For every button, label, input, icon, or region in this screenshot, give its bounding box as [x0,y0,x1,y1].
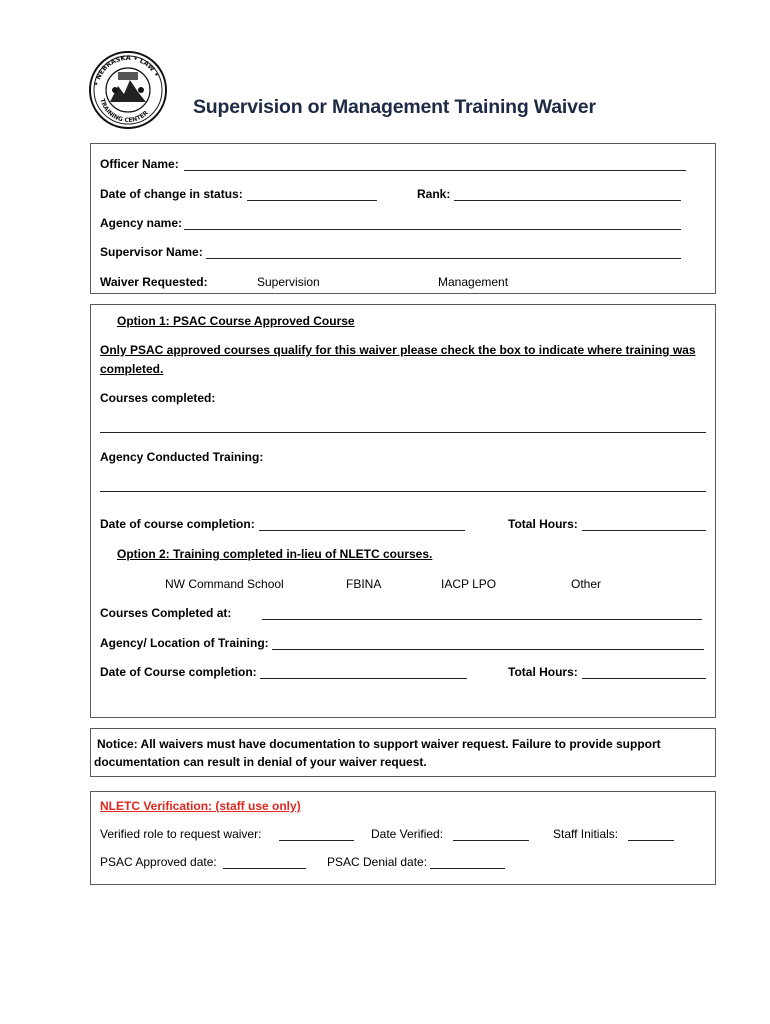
agency-location-field[interactable] [272,649,704,650]
rank-label: Rank: [417,187,451,201]
staff-initials-field[interactable] [628,840,674,841]
option1-total-hours-field[interactable] [582,530,706,531]
courses-completed-field[interactable] [100,432,706,433]
option1-total-hours-label: Total Hours: [508,517,578,531]
option2-total-hours-label: Total Hours: [508,665,578,679]
supervisor-name-field[interactable] [206,258,681,259]
psac-denial-field[interactable] [430,868,505,869]
option1-instruction-line2: completed. [100,362,164,376]
option1-heading: Option 1: PSAC Course Approved Course [117,314,355,328]
choice-fbina[interactable]: FBINA [346,577,382,591]
waiver-option-management[interactable]: Management [438,275,509,289]
waiver-requested-label: Waiver Requested: [100,275,208,289]
waiver-option-supervision[interactable]: Supervision [257,275,320,289]
courses-completed-at-label: Courses Completed at: [100,606,232,620]
svg-text:• NEBRASKA • LAW •: • NEBRASKA • LAW • [92,53,161,87]
staff-initials-label: Staff Initials: [553,827,619,841]
date-verified-field[interactable] [453,840,529,841]
date-verified-label: Date Verified: [371,827,444,841]
psac-denial-label: PSAC Denial date: [327,855,428,869]
option1-date-completion-label: Date of course completion: [100,517,255,531]
agency-conducted-field[interactable] [100,491,706,492]
courses-completed-label: Courses completed: [100,391,216,405]
officer-name-field[interactable] [184,170,686,171]
date-change-status-label: Date of change in status: [100,187,243,201]
option2-total-hours-field[interactable] [582,678,706,679]
svg-text:TRAINING CENTER: TRAINING CENTER [98,97,150,125]
verification-heading: NLETC Verification: (staff use only) [100,799,301,813]
agency-name-field[interactable] [184,229,681,230]
page-title: Supervision or Management Training Waiver [193,96,596,118]
supervisor-name-label: Supervisor Name: [100,245,203,259]
verified-role-label: Verified role to request waiver: [100,827,262,841]
verified-role-field[interactable] [279,840,354,841]
officer-name-label: Officer Name: [100,157,179,171]
psac-approved-field[interactable] [223,868,306,869]
agency-seal-logo [88,50,168,130]
agency-location-label: Agency/ Location of Training: [100,636,269,650]
officer-info-section [90,143,716,294]
agency-conducted-label: Agency Conducted Training: [100,450,264,464]
agency-name-label: Agency name: [100,216,183,230]
option1-date-completion-field[interactable] [259,530,465,531]
option2-heading: Option 2: Training completed in-lieu of NLETC courses. [117,547,433,561]
option2-date-completion-field[interactable] [260,678,467,679]
notice-line1: Notice: All waivers must have documentation to support waiver request. Failure to provide support [97,737,661,751]
notice-line2: documentation can result in denial of your waiver request. [94,755,427,769]
psac-approved-label: PSAC Approved date: [100,855,217,869]
training-options-section [90,304,716,718]
choice-nw-command-school[interactable]: NW Command School [165,577,284,591]
rank-field[interactable] [454,200,681,201]
notice-section [90,728,716,777]
option1-instruction-line1: Only PSAC approved courses qualify for this waiver please check the box to indicate where training was [100,343,696,357]
date-change-status-field[interactable] [247,200,377,201]
courses-completed-at-field[interactable] [262,619,702,620]
choice-iacp-lpo[interactable]: IACP LPO [441,577,497,591]
option2-date-completion-label: Date of Course completion: [100,665,257,679]
choice-other[interactable]: Other [571,577,602,591]
